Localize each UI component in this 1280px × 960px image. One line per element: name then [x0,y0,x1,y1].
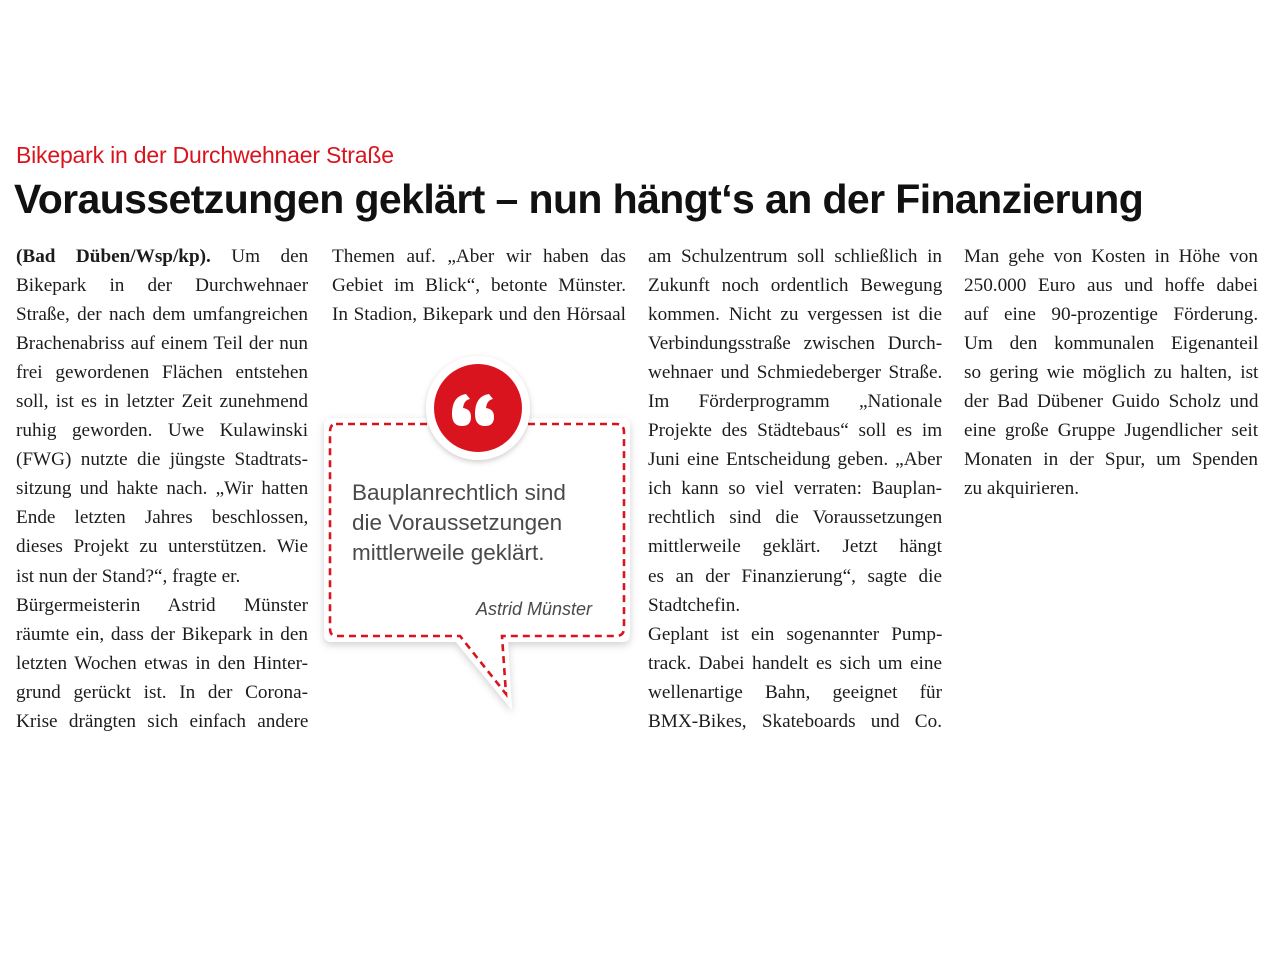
pullquote-line: mittlerweile geklärt. [352,540,545,565]
text-fragment: Um den [210,246,309,267]
text-line: Gebiet im Blick“, betonte Münster. [332,275,626,297]
pullquote-line: die Voraussetzungen [352,510,563,535]
text-line: grund gerückt ist. In der Corona- [16,681,308,703]
pullquote-text [352,478,614,568]
text-line: 250.000 Euro aus und hoffe dabei [964,275,1258,297]
text-line: Man gehe von Kosten in Höhe von [964,246,1258,267]
text-line: ich kann so viel verraten: Bauplan- [648,478,943,500]
text-line: es an der Finanzierung“, sagte die [648,565,942,587]
text-line: Im Förderprogramm „Nationale [648,391,943,413]
text-line: Monaten in der Spur, um Spenden [964,449,1258,471]
text-line: Ende letzten Jahres beschlossen, [16,507,309,529]
text-line: track. Dabei handelt es sich um eine [648,652,942,674]
text-line: (FWG) nutzte die jüngste Stadtrats- [16,449,308,471]
article-column-3 [648,242,942,736]
text-line: frei gewordenen Flächen entstehen [16,362,308,384]
text-line: Themen auf. „Aber wir haben das [332,246,626,267]
text-line: soll, ist es in letzter Zeit zunehmend [16,391,308,413]
text-line: auf eine 90-prozentige Förderung. [964,304,1259,326]
text-line: Zukunft noch ordentlich Bewegung [648,275,943,297]
text-line: so gering wie möglich zu halten, ist [964,362,1259,384]
text-line: am Schulzentrum soll schließlich in [648,246,942,267]
text-line: Projekte des Städtebaus“ soll es im [648,420,943,442]
text-line: räumte ein, dass der Bikepark in den [16,623,308,645]
text-line: letzten Wochen etwas in den Hinter- [16,652,308,674]
pullquote-author: Astrid Münster [475,599,592,619]
text-line: wellenartige Bahn, geeignet für [648,681,942,703]
text-line: der Bad Dübener Guido Scholz und [964,391,1259,413]
text-line: Straße, der nach dem umfangreichen [16,304,308,326]
text-line [16,242,308,271]
text-line: zu akquirieren. [964,478,1080,500]
text-line: Juni eine Entscheidung geben. „Aber [648,449,943,471]
text-line: ist nun der Stand?“, fragte er. [16,565,241,587]
text-line: BMX-Bikes, Skateboards und Co. [648,710,942,732]
text-line: Stadtchefin. [648,594,741,616]
text-line: mittlerweile geklärt. Jetzt hängt [648,536,942,558]
text-line: ruhig geworden. Uwe Kulawinski [16,420,309,442]
text-line: rechtlich sind die Voraussetzungen [648,507,943,529]
text-line: Bürgermeisterin Astrid Münster [16,594,308,616]
article-column-4 [964,242,1258,503]
text-line: In Stadion, Bikepark und den Hörsaal [332,304,626,326]
text-line: kommen. Nicht zu vergessen ist die [648,304,942,326]
text-line: Brachenabriss auf einem Teil der nun [16,333,308,355]
text-line: wehnaer und Schmiedeberger Straße. [648,362,943,384]
text-line: Bikepark in der Durchwehnaer [16,275,309,297]
text-line: Verbindungsstraße zwischen Durch- [648,333,943,355]
article-column-2 [332,242,626,329]
text-line: Um den kommunalen Eigenanteil [964,333,1259,355]
dateline: (Bad Düben/Wsp/kp). [16,246,211,267]
text-line: eine große Gruppe Jugendlicher seit [964,420,1259,442]
kicker: Bikepark in der Durchwehnaer Straße [16,142,394,168]
text-line: Krise drängten sich einfach andere [16,710,309,732]
headline: Voraussetzungen geklärt – nun hängt‘s an der Finanzierung [14,176,1144,222]
text-line: sitzung und hakte nach. „Wir hatten [16,478,309,500]
text-line: dieses Projekt zu unterstützen. Wie [16,536,309,558]
article-column-1 [16,242,308,736]
text-line: Geplant ist ein sogenannter Pump- [648,623,943,645]
pullquote-line: Bauplanrechtlich sind [352,480,566,505]
